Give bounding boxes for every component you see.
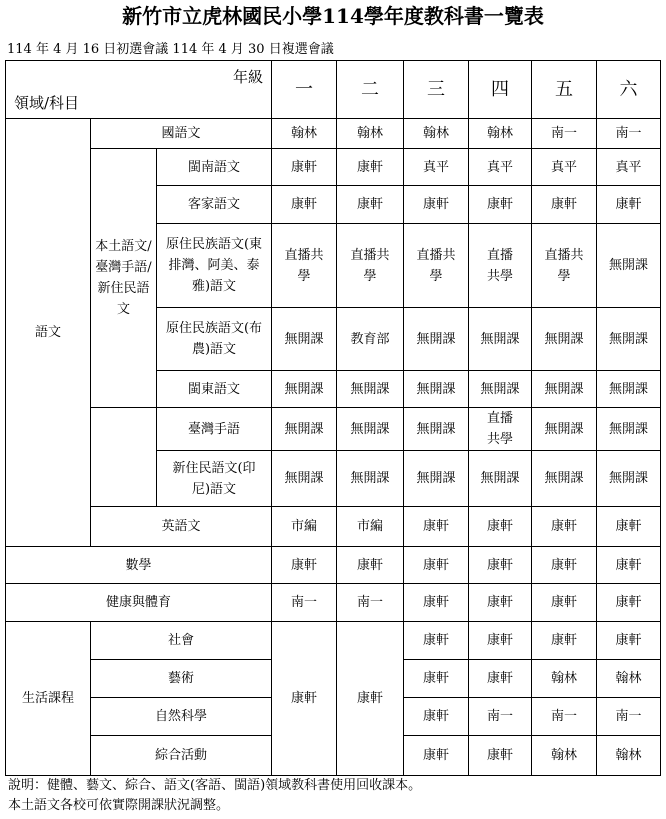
table-cell: 無開課	[597, 451, 661, 507]
table-cell: 教育部	[337, 308, 404, 371]
table-cell: 南一	[469, 698, 532, 736]
table-cell: 翰林	[404, 119, 469, 149]
table-cell: 真平	[404, 149, 469, 186]
table-cell: 直播共學	[404, 224, 469, 308]
table-row	[6, 507, 661, 547]
table-cell: 翰林	[532, 660, 597, 698]
subject-indigenous-amis: 原住民族語文(東排灣、阿美、泰雅)語文	[157, 224, 272, 308]
table-cell: 真平	[469, 149, 532, 186]
table-cell: 南一	[532, 119, 597, 149]
table-cell: 康軒	[404, 660, 469, 698]
subject-indigenous-bunun: 原住民族語文(布農)語文	[157, 308, 272, 371]
table-cell: 直播共學	[532, 224, 597, 308]
table-cell: 無開課	[272, 408, 337, 451]
grade-header-5: 五	[532, 61, 597, 119]
header-row	[6, 61, 661, 119]
table-cell: 無開課	[337, 451, 404, 507]
table-cell: 直播共學	[337, 224, 404, 308]
table-cell: 無開課	[272, 451, 337, 507]
table-cell: 無開課	[469, 308, 532, 371]
table-cell: 康軒	[469, 547, 532, 584]
table-cell: 康軒	[597, 507, 661, 547]
subject-mandarin: 國語文	[91, 119, 272, 149]
life-course-group-cell: 生活課程	[6, 622, 91, 776]
table-cell: 南一	[532, 698, 597, 736]
grade-header-4: 四	[469, 61, 532, 119]
textbook-table	[5, 60, 661, 776]
table-cell: 康軒	[337, 149, 404, 186]
field-header-label: 領域/科目	[14, 94, 80, 112]
table-cell: 翰林	[469, 119, 532, 149]
table-cell: 康軒	[337, 547, 404, 584]
table-row	[6, 584, 661, 622]
table-cell: 無開課	[404, 408, 469, 451]
table-cell: 南一	[597, 119, 661, 149]
table-cell: 康軒	[532, 584, 597, 622]
subject-sign-language: 臺灣手語	[157, 408, 272, 451]
table-cell: 康軒	[469, 622, 532, 660]
grade-header-3: 三	[404, 61, 469, 119]
table-row	[6, 408, 661, 451]
table-cell: 無開課	[404, 451, 469, 507]
table-cell: 康軒	[597, 547, 661, 584]
subject-mindong: 閩東語文	[157, 371, 272, 408]
table-cell: 南一	[272, 584, 337, 622]
table-cell: 翰林	[597, 660, 661, 698]
subject-science: 自然科學	[91, 698, 272, 736]
table-cell: 康軒	[532, 547, 597, 584]
page-title: 新竹市立虎林國民小學114學年度教科書一覽表	[122, 4, 544, 28]
table-cell: 翰林	[597, 736, 661, 776]
subject-english: 英語文	[91, 507, 272, 547]
table-cell: 無開課	[272, 308, 337, 371]
table-cell: 康軒	[469, 507, 532, 547]
table-cell: 康軒	[532, 622, 597, 660]
table-cell: 無開課	[337, 371, 404, 408]
subject-new-resident: 新住民語文(印尼)語文	[157, 451, 272, 507]
table-cell: 無開課	[337, 408, 404, 451]
table-cell: 無開課	[532, 451, 597, 507]
table-cell: 康軒	[404, 584, 469, 622]
table-cell: 康軒	[532, 507, 597, 547]
table-cell: 康軒	[272, 547, 337, 584]
note-line: 本土語文各校可依實際開課狀況調整。	[8, 798, 230, 813]
table-cell: 真平	[597, 149, 661, 186]
table-cell: 真平	[532, 149, 597, 186]
table-cell: 無開課	[532, 308, 597, 371]
table-cell: 無開課	[597, 224, 661, 308]
table-cell: 康軒	[404, 736, 469, 776]
table-cell: 翰林	[337, 119, 404, 149]
table-cell: 市編	[272, 507, 337, 547]
table-cell: 無開課	[532, 408, 597, 451]
subject-minnan: 閩南語文	[157, 149, 272, 186]
table-row	[6, 622, 661, 660]
table-cell: 南一	[337, 584, 404, 622]
table-cell: 無開課	[404, 371, 469, 408]
life-course-grade-1: 康軒	[272, 622, 337, 776]
table-cell: 康軒	[404, 507, 469, 547]
table-cell: 康軒	[272, 149, 337, 186]
subject-arts: 藝術	[91, 660, 272, 698]
table-cell: 翰林	[272, 119, 337, 149]
table-cell: 康軒	[469, 660, 532, 698]
table-cell: 無開課	[597, 408, 661, 451]
note-line: 說明：健體、藝文、綜合、語文(客語、閩語)領域教科書使用回收課本。	[8, 778, 422, 793]
table-cell: 直播共學	[469, 408, 532, 451]
table-cell: 無開課	[469, 451, 532, 507]
subject-integrative: 綜合活動	[91, 736, 272, 776]
subject-social: 社會	[91, 622, 272, 660]
meeting-dates: 114 年 4 月 16 日初選會議 114 年 4 月 30 日複選會議	[7, 42, 334, 57]
table-cell: 康軒	[597, 186, 661, 224]
table-cell: 康軒	[404, 622, 469, 660]
table-cell: 南一	[597, 698, 661, 736]
subject-hakka: 客家語文	[157, 186, 272, 224]
table-cell: 無開課	[404, 308, 469, 371]
table-cell: 直播共學	[272, 224, 337, 308]
table-cell: 直播共學	[469, 224, 532, 308]
native-language-group-empty-cell	[91, 408, 157, 507]
table-cell: 康軒	[272, 186, 337, 224]
grade-header-6: 六	[597, 61, 661, 119]
table-cell: 翰林	[532, 736, 597, 776]
table-cell: 康軒	[404, 186, 469, 224]
subject-math: 數學	[6, 547, 272, 584]
life-course-grade-2: 康軒	[337, 622, 404, 776]
table-cell: 康軒	[469, 186, 532, 224]
table-cell: 無開課	[532, 371, 597, 408]
table-cell: 市編	[337, 507, 404, 547]
table-cell: 康軒	[597, 622, 661, 660]
table-row	[6, 149, 661, 186]
table-cell: 無開課	[272, 371, 337, 408]
native-language-group-cell: 本土語文/臺灣手語/新住民語文	[91, 149, 157, 408]
language-group-cell: 語文	[6, 119, 91, 547]
table-cell: 康軒	[597, 584, 661, 622]
table-cell: 康軒	[337, 186, 404, 224]
table-cell: 康軒	[469, 736, 532, 776]
grade-header-1: 一	[272, 61, 337, 119]
table-row	[6, 547, 661, 584]
table-cell: 康軒	[404, 698, 469, 736]
table-row	[6, 119, 661, 149]
table-cell: 無開課	[597, 371, 661, 408]
grade-header-2: 二	[337, 61, 404, 119]
notes	[8, 776, 421, 816]
table-cell: 無開課	[597, 308, 661, 371]
subject-health-pe: 健康與體育	[6, 584, 272, 622]
header-corner-cell	[6, 61, 272, 119]
grade-header-label: 年級	[233, 68, 264, 86]
table-cell: 康軒	[469, 584, 532, 622]
table-cell: 無開課	[469, 371, 532, 408]
table-cell: 康軒	[532, 186, 597, 224]
table-cell: 康軒	[404, 547, 469, 584]
